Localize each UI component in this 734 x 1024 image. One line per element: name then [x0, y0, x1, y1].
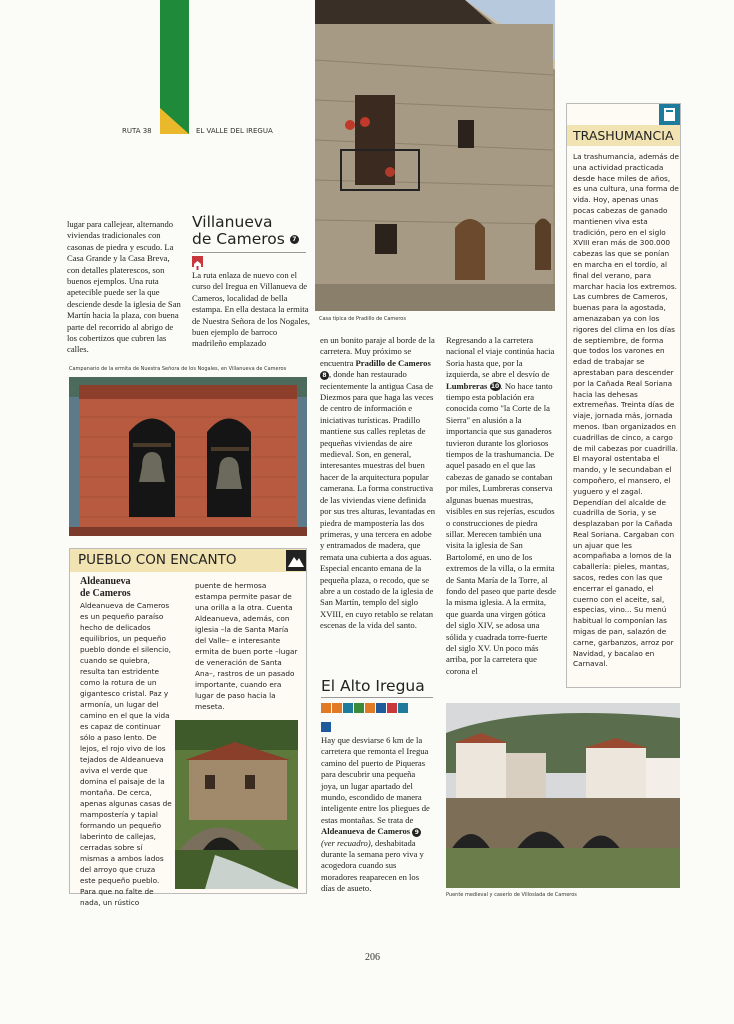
pueblo-col2: puente de hermosa estampa permite pasar de una orilla a la otra. Cuenta Aldeanueva, además, con iglesia –la de Santa María del Valle– e interesante ermita de buen porte –lugar de veneración de Santa Ana–, rastros de un pasado importante, cuando era lugar de paso hacia la meseta. [195, 581, 298, 711]
bed-icon [376, 703, 386, 713]
lumbreras-marker: 10 [490, 383, 500, 391]
walk-icon [365, 703, 375, 713]
lumbreras-name: Lumbreras [446, 380, 488, 391]
mid-text [320, 335, 437, 632]
pradillo-marker: 8 [320, 371, 329, 380]
aldeanueva-name: Aldeanueva de Cameros [321, 826, 411, 837]
parking-icon [321, 722, 331, 732]
villanueva-text: La ruta enlaza de nuevo con el curso del Iregua en Villanueva de Cameros, localidad de bella estampa. En ella destaca la ermita de Nuestra Señora de los Nogales, buen ejemplo de barroco madrileño emplazado [192, 270, 310, 349]
bells-caption: Campanario de la ermita de Nuestra Señora de los Nogales, en Villanueva de Cameros [69, 366, 287, 372]
trash-title: TRASHUMANCIA [573, 128, 674, 143]
pueblo-title: PUEBLO CON ENCANTO [78, 552, 237, 568]
right-text [446, 335, 558, 677]
pueblo-col1: Aldeanueva de Cameros es un pequeño paraíso hecho de delicados equilibrios, un pequeño pueblo donde el silencio, cuando se quiebra, resulta tan estridente como la rotura de un gigantesco cristal. Paz y armonía, un lugar del camino en el que la vida es capaz de continuar sólo a paso lento. De lejos, el rojo vivo de los tejados de Aldeanueva aviva el verde que domina el paisaje de la montaña. De cerca, apenas algunas casas de mampostería y tapial formando un pequeño laberinto de callejas, cerradas sobre sí mismas a ambos lados del arroyo que cruza este pequeño pueblo. Para que no falte de nada, un rústico [80, 601, 172, 907]
alto-icons [321, 700, 433, 738]
right-text-a: Regresando a la carretera nacional el viaje continúa hacia Soria hasta que, por la izquierda, se abre el desvío de [446, 335, 555, 380]
alto-text-b: , deshabitada durante la semana pero viva y acogedora cuando sus moradores reaparecen en los días de asueto. [321, 837, 424, 894]
aldeanueva-photo [175, 720, 298, 889]
villanueva-title-line1: Villanueva [192, 213, 273, 231]
mid-text-a: en un bonito paraje al borde de la carretera. Muy próximo se encuentra [320, 335, 435, 368]
house-caption: Casa típica de Pradillo de Cameros [319, 316, 406, 322]
mountain-icon [286, 550, 306, 571]
alto-text-a: Hay que desviarse 6 km de la carretera que remonta el Iregua camino del puerto de Piqueras para descubrir una pequeña joya, un lugar apartado del mundo, escondido de manera inteligente entre los pliegues de estas montañas. Se trata de [321, 735, 430, 825]
bridge-photo [446, 703, 680, 888]
magnifier-icon [332, 703, 342, 713]
fork-knife-icon [387, 703, 397, 713]
alto-rule [321, 697, 433, 698]
villanueva-title-line2: de Cameros [192, 230, 285, 248]
pradillo-name: Pradillo de Cameros [355, 357, 431, 368]
page-number: 206 [365, 952, 380, 963]
villanueva-rule [192, 252, 306, 253]
book-icon [659, 104, 680, 125]
pueblo-name-line1: Aldeanueva [80, 576, 131, 587]
right-text-b: . No hace tanto tiempo esta población era conocida como "la Corte de la Sierra" en alusión a la importancia que sus ganaderos tuvieron durante los gloriosos tiempos de la trashumancia. De aquel pasado en el que las cabezas de ganado se contaban por miles, Lumbreras conserva algunas buenas muestras, visibles en sus rejerías, escudos o construcciones de piedra sillar. Merecen también una visita la iglesia de San Bartolomé, en uno de los extremos de la villa, o la ermita de Santa María de la Torre, al fondo del paseo que parte desde la misma iglesia. A la ermita, que guarda una virgen gótica del siglo XIV, se adosa una sólida y cuadrada torre-fuerte del siglo XV. Un poco más arriba, por la carretera que corona el [446, 380, 557, 676]
section-title: EL VALLE DEL IREGUA [196, 127, 273, 135]
eye-icon [321, 703, 331, 713]
chapter-tab-corner [160, 108, 189, 134]
mid-text-b: , donde han restaurado recientemente la antigua Casa de Diezmos para que haga las veces de centro de información e iniciativas turísticas. Pradillo mantiene sus calles repletas de pequeñas viviendas de aire medieval. Son, en general, interesantes muestras del buen hacer de la arquitectura popular camerana. La forma constructiva de las viviendas viene definida por sus tres alturas, levantadas en piedra de mampostería las dos primeras, y una tercera en adobe y entramados de madera, que remata una cubierta a dos aguas. Especial encanto emana de la pequeña plaza, o recodo, que se abre a un costado de la iglesia de San Martín, templo del siglo XVIII, en cuyo retablo se relatan escenas de la vida del santo. [320, 369, 436, 631]
villanueva-title [192, 214, 312, 248]
wave-icon [343, 703, 353, 713]
route-label: RUTA 38 [122, 127, 152, 135]
villanueva-marker: 7 [290, 235, 299, 244]
aldeanueva-marker: 9 [412, 828, 421, 837]
pueblo-name [80, 576, 131, 600]
church-icon [192, 256, 203, 267]
alto-text [321, 735, 433, 895]
fish-icon [398, 703, 408, 713]
pueblo-name-line2: de Cameros [80, 588, 131, 599]
see-box-note: (ver recuadro) [321, 837, 371, 848]
alto-title: El Alto Iregua [321, 677, 425, 695]
intro-text: lugar para callejear, alternando viviendas tradicionales con casonas de piedra y escudo. La Casa Grande y la Casa Breva, con detalles platerescos, son buenos ejemplos. Una ruta apetecible puede ser la que desciende desde la iglesia de San Martín hacia la plaza, con buena parte del recorrido al abrigo de los cobertizos que cubren las calles. [67, 219, 181, 355]
bridge-caption: Puente medieval y caserío de Villoslada de Cameros [446, 892, 577, 898]
house-photo [315, 0, 555, 311]
trash-text: La trashumancia, además de una actividad practicada desde hace miles de años, es una cultura, una forma de vida. Hoy, apenas unas pocas cabezas de ganado mantienen viva esta tradición, pero en el siglo XVIII eran más de 300.000 cabezas las que se ponían en marcha en el tordío, al final del verano, para marchar hacia los extremos. Las cumbres de Cameros, buenas para la agostada, amenazaban ya con los rigores del clima en los días de septiembre, de forma que todos los varones en edad de trabajar se aprestaban para descender por la Cañada Real Soriana hacia las dehesas extremeñas. Treinta días de viaje, jornada más, jornada menos. Iban organizados en cuadrillas de cinco, a cargo de mil cabezas por cuadrilla. El mayoral ostentaba el mando, y le secundaban el compoñero, el mansero, el yuguero y el zagal. Dependían del alcalde de cuadrilla de Soria, y se desplazaban por la Cañada Real Soriana. Cargaban con un ajuar que les acompañaba a lomos de la caballería: pieles, mantas, sacos, redes con las que encerrar el ganado, el cuerno con el aceite, sal, especias, vino... Su menú habitual lo componían las migas de pan, salazón de carne, garbanzos, arroz por Navidad, y bacalao en Carnaval. [573, 152, 680, 669]
bells-photo [69, 377, 307, 536]
tree-icon [354, 703, 364, 713]
